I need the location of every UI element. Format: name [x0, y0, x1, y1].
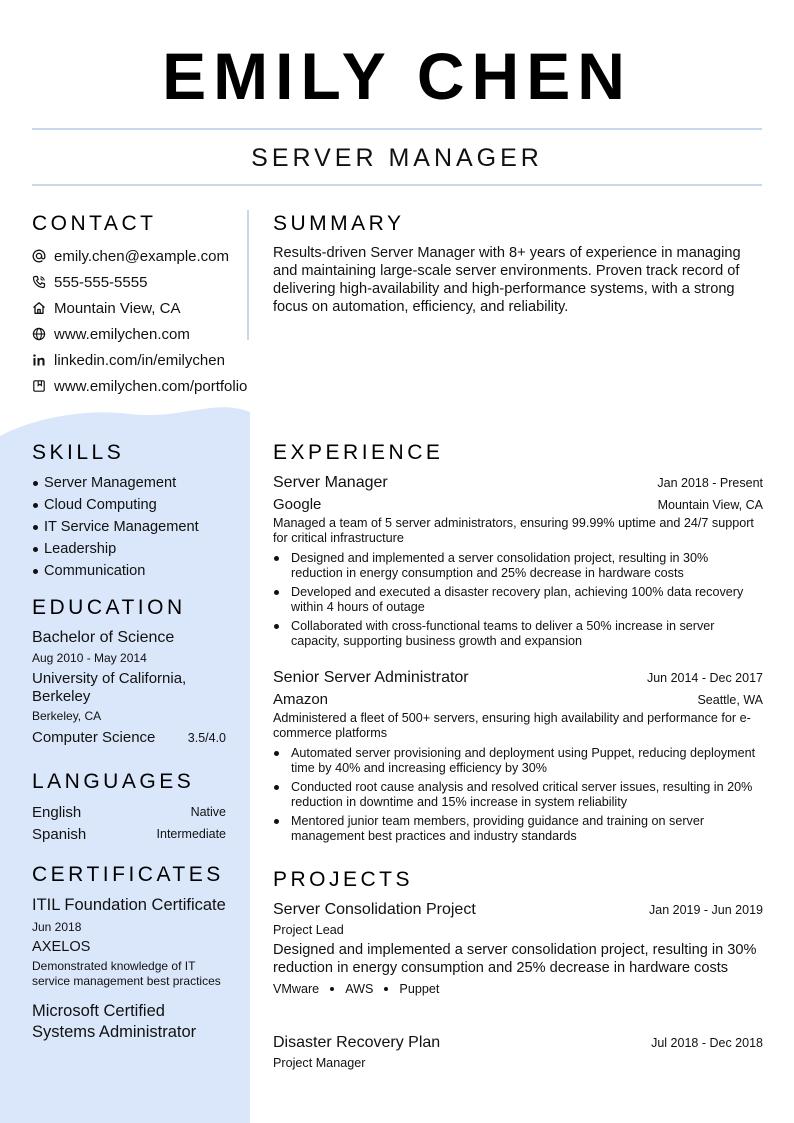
bullet-dot	[274, 785, 279, 790]
language-row	[32, 823, 226, 845]
list-item	[273, 619, 763, 649]
contact-heading: CONTACT	[32, 212, 157, 235]
header-top-divider	[32, 128, 762, 130]
certificate-name: ITIL Foundation Certificate	[32, 896, 226, 914]
experience-dates: Jan 2018 - Present	[657, 476, 763, 490]
education-school: University of California, Berkeley	[32, 670, 187, 705]
bullet-dot	[274, 751, 279, 756]
skill-label: Server Management	[44, 475, 177, 491]
education-degree: Bachelor of Science	[32, 629, 175, 646]
list-item	[32, 560, 242, 582]
language-level: Intermediate	[156, 827, 226, 841]
skills-list	[32, 472, 242, 582]
bullet-dot	[274, 819, 279, 824]
skill-label: IT Service Management	[44, 519, 199, 535]
education-gpa: 3.5/4.0	[187, 731, 226, 745]
project-header	[273, 901, 763, 919]
bullet-text: Collaborated with cross-functional teams to deliver a 50% increase in server capacity, supporting business growth and expansion	[291, 619, 715, 648]
bullet-dot	[274, 556, 279, 561]
bullet-text: Conducted root cause analysis and resolved critical server issues, resulting in 20% reduction in downtime and 15% increase in system reliability	[291, 780, 753, 809]
language-name: English	[32, 803, 82, 821]
contact-linkedin[interactable]	[32, 347, 272, 373]
project-role: Project Manager	[273, 1056, 366, 1070]
list-item	[273, 780, 763, 810]
list-item	[273, 585, 763, 615]
contact-phone-text: 555-555-5555	[54, 273, 148, 291]
candidate-name: EMILY CHEN	[162, 39, 632, 113]
experience-header	[273, 669, 763, 687]
education-dates: Aug 2010 - May 2014	[32, 651, 147, 665]
bullet-dot	[274, 590, 279, 595]
education-entry	[32, 628, 226, 747]
portfolio-icon	[32, 379, 46, 393]
experience-bullets	[273, 551, 763, 649]
list-item	[32, 538, 242, 560]
tech-tag: AWS	[345, 982, 374, 996]
list-item	[273, 551, 763, 581]
contact-location	[32, 295, 272, 321]
language-level: Native	[190, 805, 226, 819]
language-row	[32, 801, 226, 823]
contact-portfolio[interactable]	[32, 373, 272, 399]
contact-list	[32, 243, 272, 399]
skill-label: Cloud Computing	[44, 497, 157, 513]
tech-tag: VMware	[273, 982, 320, 996]
contact-website[interactable]	[32, 321, 272, 347]
contact-website-text: www.emilychen.com	[54, 325, 190, 343]
contact-email[interactable]	[32, 243, 272, 269]
summary-heading: SUMMARY	[273, 212, 405, 235]
project-name: Disaster Recovery Plan	[273, 1034, 441, 1051]
project-header	[273, 1034, 763, 1052]
experience-header	[273, 474, 763, 492]
education-heading: EDUCATION	[32, 596, 186, 619]
contact-email-text: emily.chen@example.com	[54, 247, 230, 265]
list-item	[32, 516, 242, 538]
contact-location-text: Mountain View, CA	[54, 299, 181, 317]
experience-bullets	[273, 746, 763, 844]
project-entry	[273, 901, 763, 996]
education-field: Computer Science	[32, 729, 156, 746]
project-entry	[273, 1034, 763, 1070]
header-bottom-divider	[32, 184, 762, 186]
skill-label: Communication	[44, 563, 146, 579]
bullet-dot	[33, 503, 38, 508]
project-description: Designed and implemented a server consolidation project, resulting in 30% reduction in energy consumption and 25% decrease in hardware costs	[273, 942, 757, 976]
contact-phone[interactable]	[32, 269, 272, 295]
bullet-dot	[33, 569, 38, 574]
certificates-list	[32, 895, 232, 1043]
summary-text: Results-driven Server Manager with 8+ years of experience in managing and maintaining large-scale server environments. Proven track record of delivering high-availability and high-performance systems, with a strong focus on automation, efficiency, and reliability.	[273, 245, 741, 315]
project-name: Server Consolidation Project	[273, 901, 476, 918]
language-name: Spanish	[32, 825, 87, 843]
education-field-row	[32, 729, 226, 747]
separator-dot	[384, 987, 388, 991]
certificates-heading: CERTIFICATES	[32, 863, 224, 886]
project-tech-list	[273, 982, 763, 996]
experience-entry	[273, 669, 763, 848]
experience-location: Seattle, WA	[697, 693, 763, 707]
list-item	[32, 472, 242, 494]
experience-description: Managed a team of 5 server administrators, ensuring 99.99% uptime and 24/7 support for critical infrastructure	[273, 516, 754, 545]
experience-subheader	[273, 691, 763, 708]
experience-entry	[273, 474, 763, 653]
bullet-text: Developed and executed a disaster recovery plan, achieving 100% data recovery within 4 hours of outage	[291, 585, 744, 614]
bullet-text: Mentored junior team members, providing guidance and training on server management best practices and industry standards	[291, 814, 705, 843]
globe-icon	[32, 327, 46, 341]
list-item	[273, 746, 763, 776]
bullet-dot	[33, 481, 38, 486]
list-item	[32, 494, 242, 516]
tech-tag: Puppet	[399, 982, 440, 996]
skill-label: Leadership	[44, 541, 117, 557]
separator-dot	[330, 987, 334, 991]
experience-subheader	[273, 496, 763, 513]
project-role: Project Lead	[273, 923, 344, 937]
phone-icon	[32, 275, 46, 289]
bullet-text: Designed and implemented a server consolidation project, resulting in 30% reduction in energy consumption and 25% decrease in hardware costs	[291, 551, 709, 580]
home-icon	[32, 301, 46, 315]
bullet-text: Automated server provisioning and deployment using Puppet, reducing deployment time by 40% and increasing efficiency by 30%	[291, 746, 756, 775]
experience-location: Mountain View, CA	[657, 498, 763, 512]
bullet-dot	[33, 525, 38, 530]
languages-heading: LANGUAGES	[32, 770, 195, 793]
list-item	[273, 814, 763, 844]
bullet-dot	[33, 547, 38, 552]
project-dates: Jan 2019 - Jun 2019	[649, 903, 763, 917]
experience-company: Google	[273, 496, 322, 513]
contact-linkedin-text: linkedin.com/in/emilychen	[54, 351, 225, 369]
experience-dates: Jun 2014 - Dec 2017	[646, 671, 763, 685]
experience-role: Senior Server Administrator	[273, 669, 469, 686]
project-dates: Jul 2018 - Dec 2018	[651, 1036, 763, 1050]
certificate-org: AXELOS	[32, 939, 91, 955]
experience-description: Administered a fleet of 500+ servers, ensuring high availability and performance for e-commerce platforms	[273, 711, 751, 740]
projects-heading: PROJECTS	[273, 868, 414, 891]
bullet-dot	[274, 624, 279, 629]
certificate-desc: Demonstrated knowledge of IT service management best practices	[32, 959, 221, 988]
skills-heading: SKILLS	[32, 441, 125, 464]
experience-heading: EXPERIENCE	[273, 441, 444, 464]
education-location: Berkeley, CA	[32, 709, 102, 723]
languages-list	[32, 801, 226, 845]
contact-portfolio-text: www.emilychen.com/portfolio	[54, 377, 248, 395]
at-icon	[32, 249, 46, 263]
candidate-job-title: SERVER MANAGER	[251, 144, 543, 172]
experience-role: Server Manager	[273, 474, 388, 491]
certificate-name: Microsoft Certified Systems Administrator	[32, 1002, 197, 1041]
certificate-date: Jun 2018	[32, 920, 82, 934]
experience-company: Amazon	[273, 691, 329, 708]
linkedin-icon	[32, 353, 46, 367]
